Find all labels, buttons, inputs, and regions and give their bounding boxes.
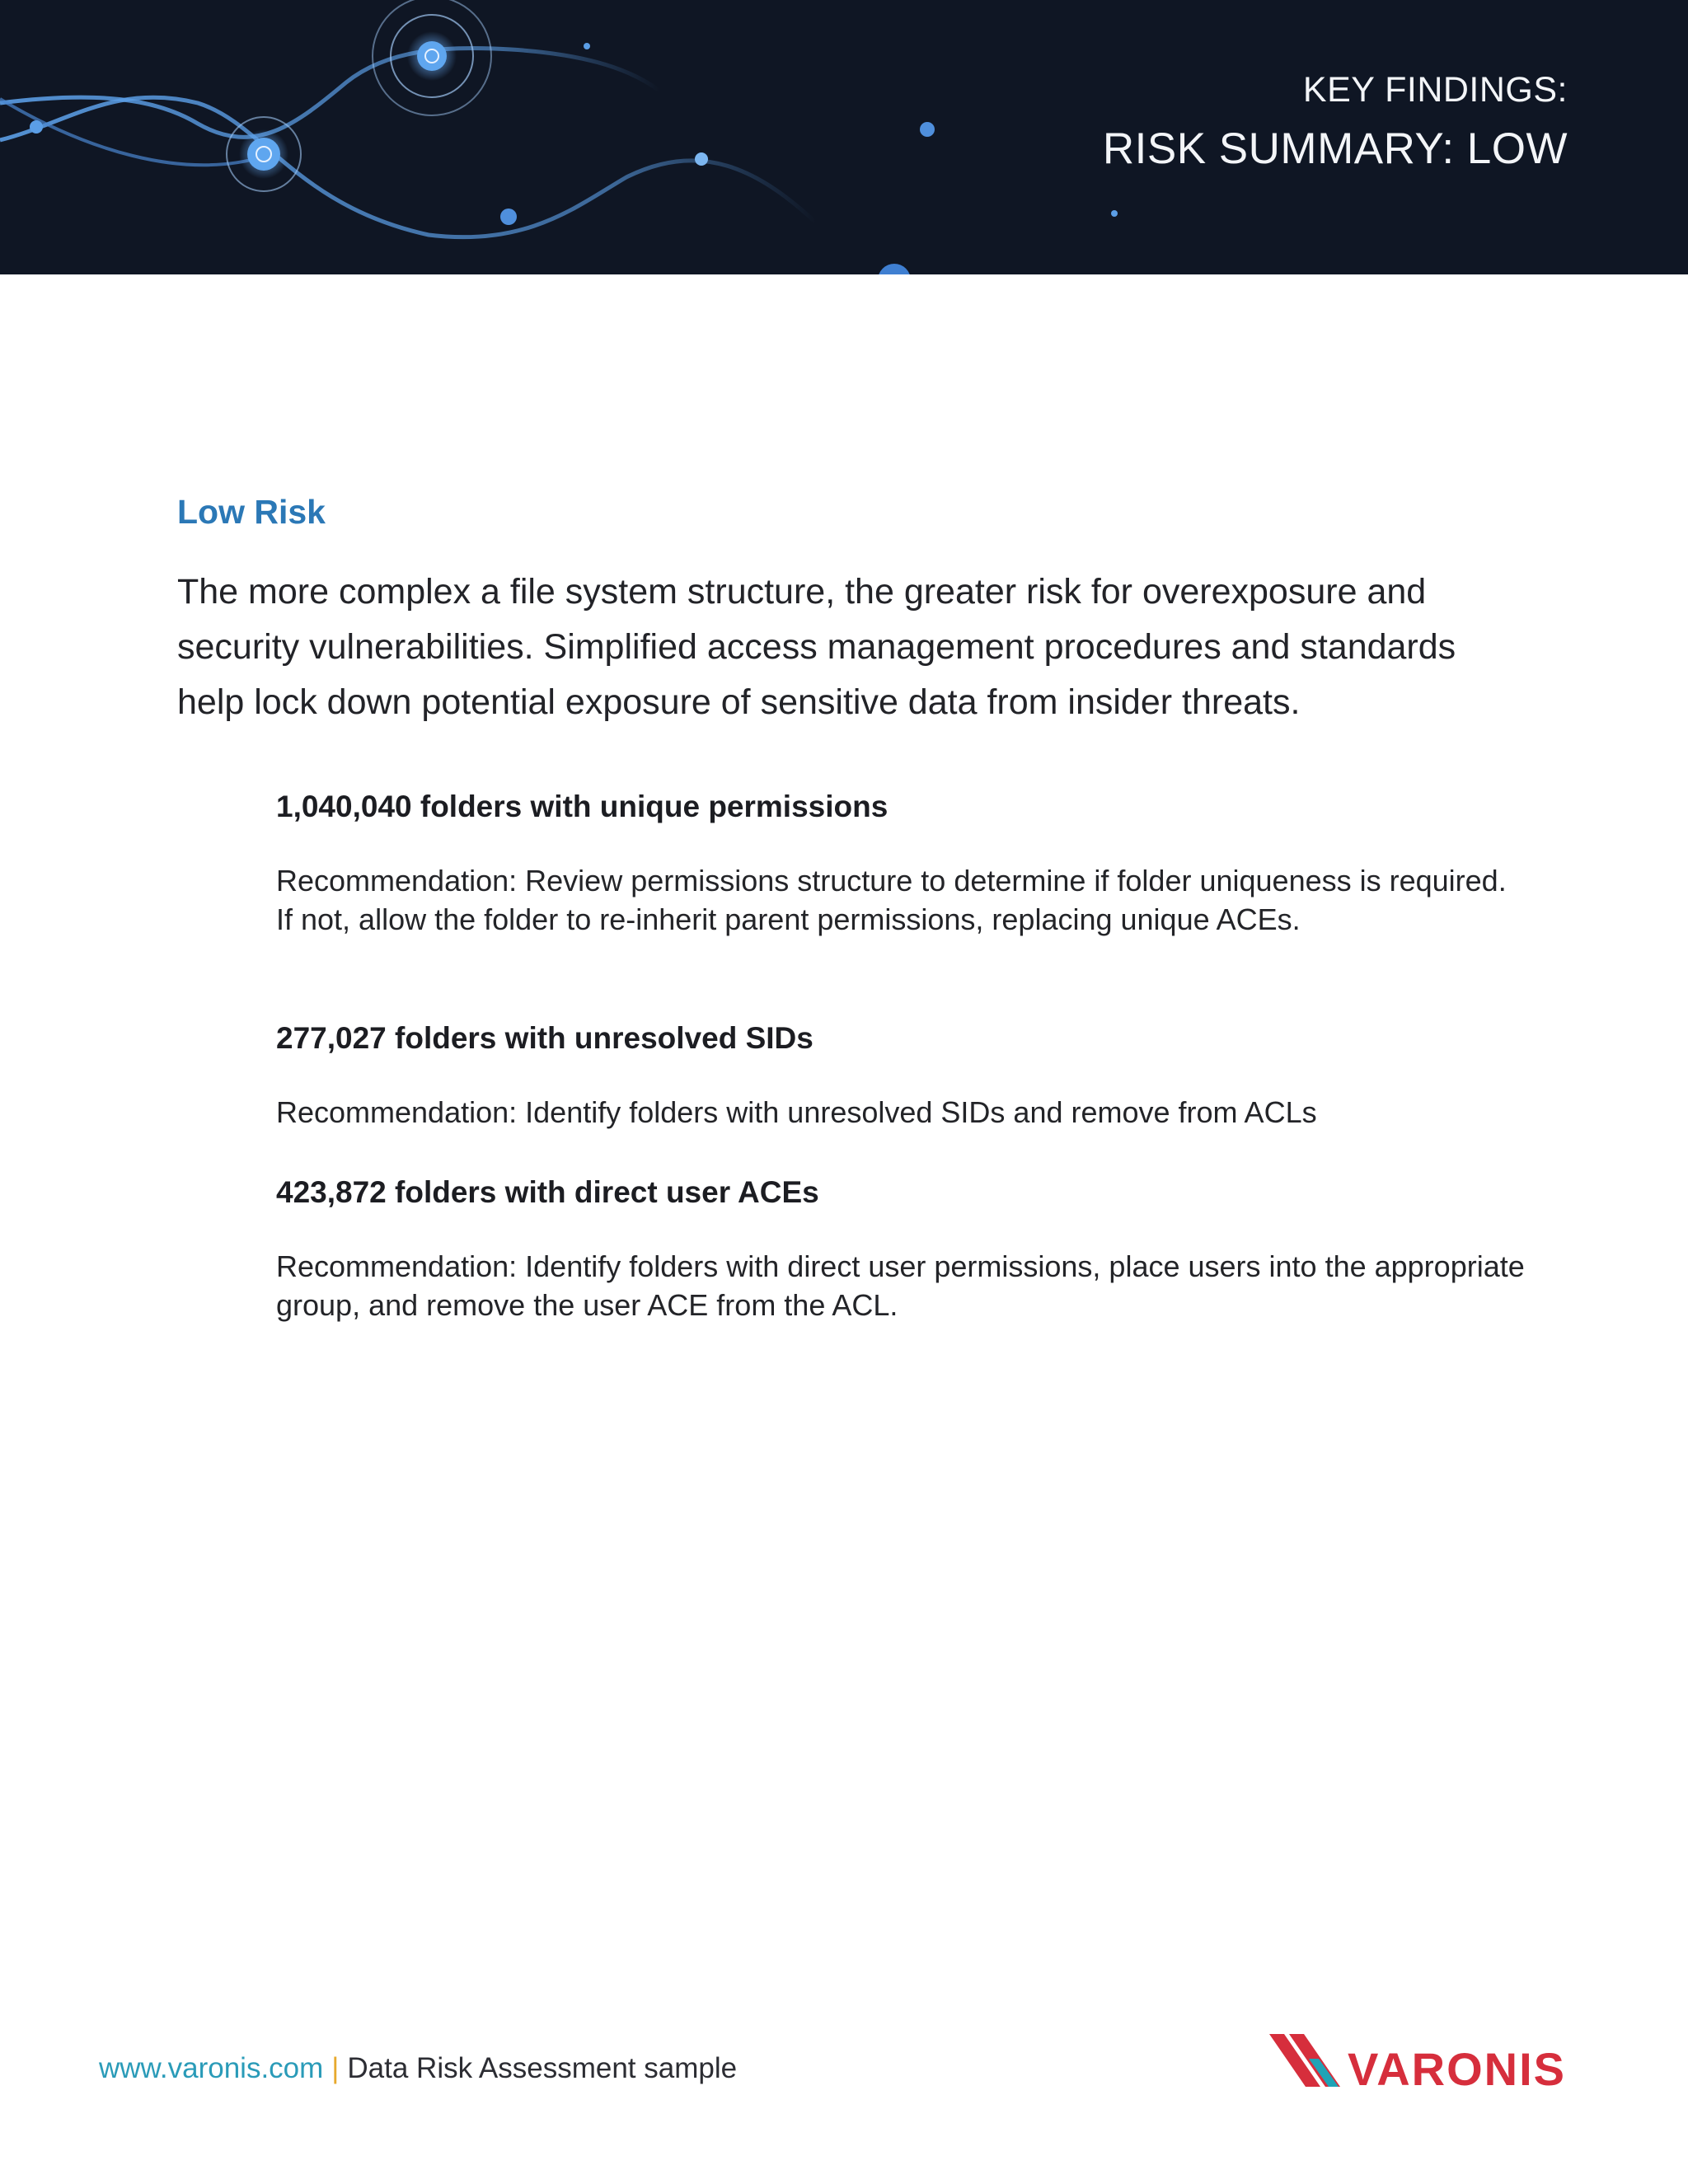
footer-url-link[interactable]: www.varonis.com <box>99 2052 324 2084</box>
header-title: RISK SUMMARY: LOW <box>1102 124 1568 173</box>
footer-line <box>99 2052 737 2085</box>
footer-doc-label: Data Risk Assessment sample <box>347 2052 738 2084</box>
finding-recommendation: Recommendation: Review permissions structure to determine if folder uniqueness is required. If not, allow the folder to re-inherit parent permissions, replacing unique ACEs. <box>276 864 1507 936</box>
finding-unique-permissions <box>276 790 1529 939</box>
section-heading: Low Risk <box>177 493 326 531</box>
header-banner <box>0 0 1688 274</box>
finding-direct-user-aces <box>276 1175 1529 1324</box>
finding-title: 423,872 folders with direct user ACEs <box>276 1175 819 1209</box>
finding-title: 277,027 folders with unresolved SIDs <box>276 1021 814 1055</box>
logo-wordmark: VARONIS <box>1348 2043 1566 2095</box>
varonis-logo <box>1269 2027 1599 2102</box>
finding-title: 1,040,040 folders with unique permissions <box>276 790 889 823</box>
finding-recommendation: Recommendation: Identify folders with unresolved SIDs and remove from ACLs <box>276 1095 1317 1129</box>
finding-unresolved-sids <box>276 1021 1529 1132</box>
intro-paragraph: The more complex a file system structure, the greater risk for overexposure and security vulnerabilities. Simplified access management procedures and standards help lock down potential exposure of sensitive data from insider threats. <box>177 572 1456 722</box>
footer-separator: | <box>331 2052 340 2084</box>
header-kicker: KEY FINDINGS: <box>1302 70 1568 110</box>
finding-recommendation: Recommendation: Identify folders with direct user permissions, place users into the appropriate group, and remove the user ACE from the ACL. <box>276 1249 1525 1322</box>
